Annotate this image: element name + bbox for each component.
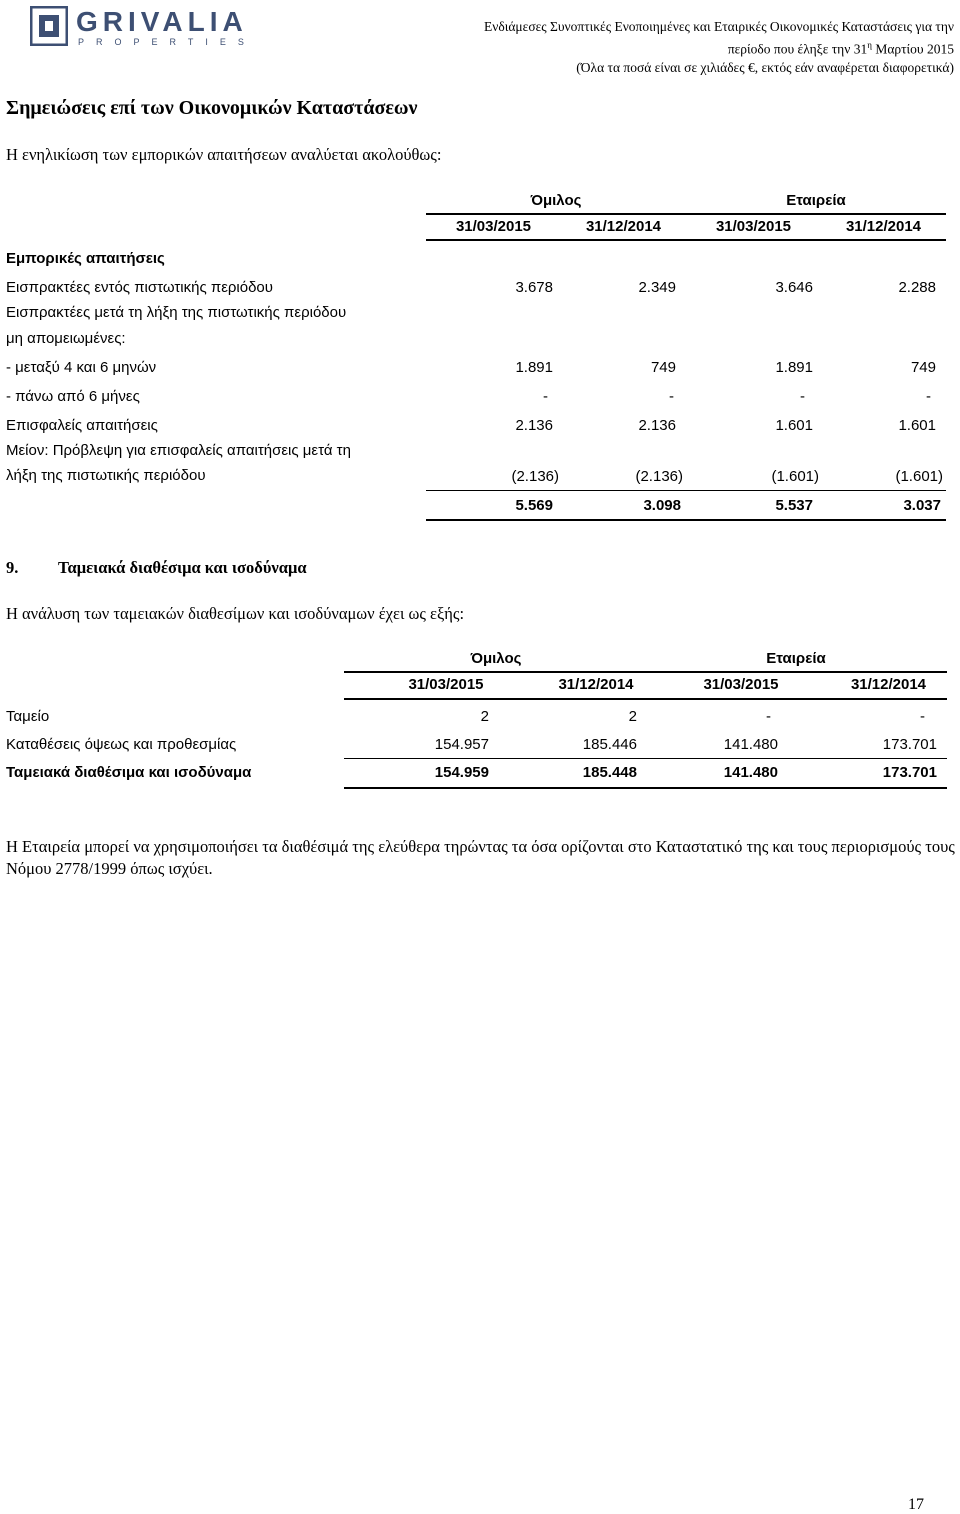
- receivables-heading: Εμπορικές απαιτήσεις: [6, 250, 165, 267]
- total-cell: 3.037: [903, 497, 941, 514]
- logo-name: GRIVALIA: [76, 6, 248, 37]
- header-rule-top: [344, 671, 947, 673]
- row-label: Μείον: Πρόβλεψη για επισφαλείς απαιτήσεις μετά τη: [6, 442, 351, 459]
- cash-table: [6, 648, 951, 793]
- total-rule-bottom: [426, 519, 946, 521]
- cell: 3.678: [515, 279, 553, 296]
- row-label-cont: λήξη της πιστωτικής περιόδου: [6, 467, 206, 484]
- cell: (2.136): [511, 468, 559, 485]
- cell: 185.446: [582, 736, 637, 753]
- total-cell: 154.959: [434, 764, 489, 781]
- cell: 2.288: [898, 279, 936, 296]
- receivables-table: [6, 190, 951, 530]
- group-header-company: Εταιρεία: [786, 192, 846, 209]
- cell: 2.136: [515, 417, 553, 434]
- cell: -: [766, 708, 771, 725]
- date-col-4: 31/12/2014: [850, 676, 927, 693]
- row-label: - πάνω από 6 μήνες: [6, 388, 140, 405]
- cell: 173.701: [882, 736, 937, 753]
- row-label: Καταθέσεις όψεως και προθεσμίας: [6, 736, 237, 753]
- date-col-2: 31/12/2014: [585, 218, 662, 235]
- cell: -: [800, 388, 805, 405]
- cell: 749: [650, 359, 676, 376]
- cell: 154.957: [434, 736, 489, 753]
- cell: 2: [628, 708, 637, 725]
- header-line-2-sup: η: [867, 40, 872, 50]
- cell: 2: [480, 708, 489, 725]
- document-header: [394, 18, 954, 77]
- note-9-heading: [6, 558, 307, 578]
- cell: 1.891: [515, 359, 553, 376]
- group-header-company: Εταιρεία: [766, 650, 826, 667]
- header-line-3: (Όλα τα ποσά είναι σε χιλιάδες €, εκτός εάν αναφέρεται διαφορετικά): [576, 59, 954, 75]
- header-rule-top: [426, 213, 946, 215]
- cell: 141.480: [723, 736, 778, 753]
- total-cell: 3.098: [643, 497, 681, 514]
- cell: -: [920, 708, 925, 725]
- group-header-group: Όμιλος: [530, 192, 582, 209]
- row-label: - μεταξύ 4 και 6 μηνών: [6, 359, 157, 376]
- cell: 3.646: [775, 279, 813, 296]
- company-logo: [30, 4, 256, 50]
- cell: (1.601): [771, 468, 819, 485]
- cell: -: [543, 388, 548, 405]
- note-9-number: 9.: [6, 558, 19, 577]
- date-col-1: 31/03/2015: [408, 676, 484, 693]
- page-number: 17: [908, 1496, 924, 1513]
- cash-intro: Η ανάλυση των ταμειακών διαθεσίμων και ισοδύναμων έχει ως εξής:: [6, 604, 465, 623]
- logo-subtitle: PROPERTIES: [78, 37, 256, 47]
- row-label: Επισφαλείς απαιτήσεις: [6, 417, 158, 434]
- cell: -: [669, 388, 674, 405]
- row-label: Εισπρακτέες εντός πιστωτικής περιόδου: [6, 279, 273, 296]
- cell: -: [926, 388, 931, 405]
- cell: 2.136: [638, 417, 676, 434]
- total-label: Ταμειακά διαθέσιμα και ισοδύναμα: [6, 764, 252, 781]
- total-rule-bottom: [344, 787, 947, 789]
- cell: 1.891: [775, 359, 813, 376]
- closing-paragraph: Η Εταιρεία μπορεί να χρησιμοποιήσει τα διαθέσιμά της ελεύθερα τηρώντας τα όσα ορίζονται στο Καταστατικό της και τους περιορισμούς τους Νόμου 2778/1999 όπως ισχύει.: [6, 837, 955, 878]
- cell: (1.601): [895, 468, 943, 485]
- date-col-3: 31/03/2015: [715, 218, 792, 235]
- header-line-2: [394, 36, 954, 59]
- date-col-1: 31/03/2015: [455, 218, 532, 235]
- header-line-2-post: Μαρτίου 2015: [871, 41, 954, 57]
- cell: 749: [910, 359, 936, 376]
- note-9-title: Ταμειακά διαθέσιμα και ισοδύναμα: [58, 558, 307, 577]
- receivables-intro: Η ενηλικίωση των εμπορικών απαιτήσεων αναλύεται ακολούθως:: [6, 145, 442, 164]
- group-header-group: Όμιλος: [470, 650, 522, 667]
- total-rule-top: [426, 490, 946, 491]
- cell: 2.349: [638, 279, 676, 296]
- header-rule-bottom: [426, 239, 946, 241]
- total-cell: 5.569: [515, 497, 553, 514]
- logo-mark-icon: [30, 6, 68, 46]
- cell: 1.601: [775, 417, 813, 434]
- header-line-1: Ενδιάμεσες Συνοπτικές Ενοποιημένες και Εταιρικές Οικονομικές Καταστάσεις για την: [484, 19, 954, 34]
- row-label-cont: μη απομειωμένες:: [6, 330, 126, 347]
- total-rule-top: [344, 758, 947, 759]
- header-rule-bottom: [344, 698, 947, 700]
- header-line-2-pre: περίοδο που έληξε την 31: [727, 41, 868, 57]
- total-cell: 141.480: [723, 764, 778, 781]
- date-col-2: 31/12/2014: [558, 676, 634, 693]
- row-label: Ταμείο: [6, 708, 50, 725]
- date-col-4: 31/12/2014: [845, 218, 922, 235]
- row-label: Εισπρακτέες μετά τη λήξη της πιστωτικής περιόδου: [6, 304, 347, 321]
- section-title: Σημειώσεις επί των Οικονομικών Καταστάσεων: [6, 97, 418, 119]
- total-cell: 185.448: [582, 764, 637, 781]
- cell: (2.136): [635, 468, 683, 485]
- total-cell: 5.537: [775, 497, 813, 514]
- date-col-3: 31/03/2015: [703, 676, 779, 693]
- cell: 1.601: [898, 417, 936, 434]
- total-cell: 173.701: [882, 764, 937, 781]
